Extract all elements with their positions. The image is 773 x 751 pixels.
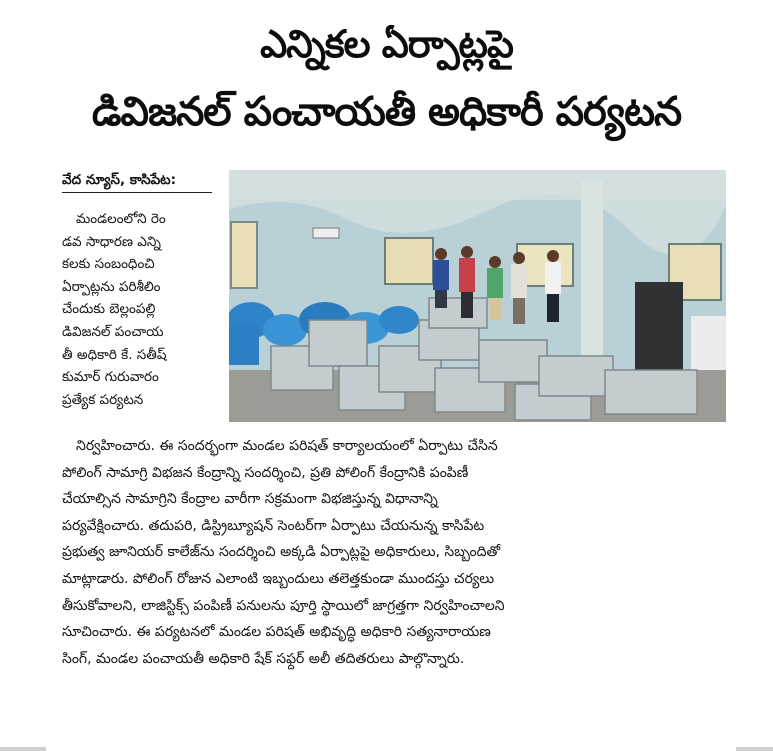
lead-line: కలకు సంబంధించి <box>62 256 155 273</box>
photo-illustration <box>229 170 726 422</box>
body-line: పర్యవేక్షించారు. తదుపరి, డిస్ట్రిబ్యూషన్ సెంటర్‌గా ఏర్పాటు చేయనున్న కాసిపేట <box>62 517 485 534</box>
lead-line: కుమార్ గురువారం <box>62 369 159 386</box>
body-line: పోలింగ్ సామాగ్రి విభజన కేంద్రాన్ని సందర్శించి, ప్రతి పోలింగ్ కేంద్రానికి పంపిణీ <box>62 464 469 481</box>
lead-line: ప్రత్యేక పర్యటన <box>62 391 144 408</box>
lead-line: డివిజనల్ పంచాయ <box>62 323 164 340</box>
body-paragraph <box>62 433 732 672</box>
body-line: తీసుకోవాలని, లాజిస్టిక్స్ పంపిణీ పనులను పూర్తి స్థాయిలో జాగ్రత్తగా నిర్వహించాలని <box>62 597 505 614</box>
body-line: ప్రభుత్వ జూనియర్ కాలేజ్‌ను సందర్శించి అక్కడి ఏర్పాట్లపై అధికారులు, సిబ్బందితో <box>62 544 501 561</box>
bottom-edge-rule <box>0 747 46 751</box>
lead-paragraph <box>62 208 220 411</box>
bottom-edge-rule <box>736 747 773 751</box>
lead-line: తీ అధికారి కే. సతీష్ <box>62 346 167 363</box>
body-line: చేయాల్సిన సామాగ్రిని కేంద్రాల వారీగా సక్రమంగా విభజిస్తున్న విధానాన్ని <box>62 491 438 508</box>
headline-line-1: ఎన్నికల ఏర్పాట్లపై <box>260 22 513 66</box>
dateline-underline <box>62 192 212 193</box>
body-line: మాట్లాడారు. పోలింగ్ రోజున ఎలాంటి ఇబ్బందులు తలెత్తకుండా ముందస్తు చర్యలు <box>62 570 495 587</box>
lead-line: మండలంలోని రెం <box>76 211 166 227</box>
lead-line: చేందుకు బెల్లంపల్లి <box>62 301 156 318</box>
body-line: సూచించారు. ఈ పర్యటనలో మండల పరిషత్ అభివృద్ధి అధికారి సత్యనారాయణ <box>62 624 491 641</box>
lead-line: డవ సాధారణ ఎన్ని <box>62 233 161 250</box>
headline-line-2: డివిజనల్ పంచాయతీ అధికారీ పర్యటన <box>91 89 682 135</box>
news-photo <box>229 170 726 422</box>
body-line: సింగ్, మండల పంచాయతీ అధికారి షేక్ సఫ్దర్ అలీ తదితరులు పాల్గొన్నారు. <box>62 650 465 667</box>
body-line: నిర్వహించారు. ఈ సందర్భంగా మండల పరిషత్ కార్యాలయంలో ఏర్పాటు చేసిన <box>76 438 498 454</box>
dateline: వేద న్యూస్, కాసిపేట: <box>62 172 176 188</box>
lead-line: ఏర్పాట్లను పరిశీలిం <box>62 278 161 295</box>
